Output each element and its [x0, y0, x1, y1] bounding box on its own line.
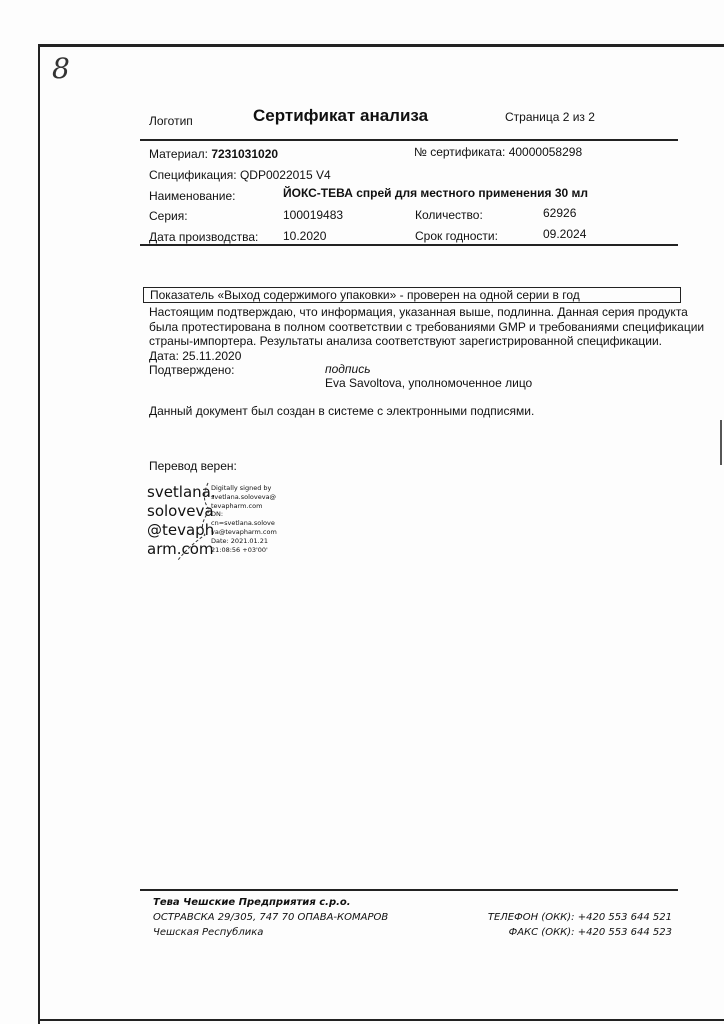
digital-signature-details: Digitally signed by svetlana.soloveva@ tevapharm.com DN: cn=svetlana.solove va@tevapharm.com Date: 2021.01.21 21:08:56 +03'00': [211, 484, 277, 554]
page-number: Страница 2 из 2: [505, 110, 595, 124]
digital-signature-name: svetlana. soloveva @tevaph arm.com: [147, 483, 216, 558]
signer-name: Eva Savoltova, уполномоченное лицо: [325, 376, 533, 390]
footer-address: Тева Чешские Предприятия с.р.о. ОСТРАВСКА 29/305, 747 70 ОПАВА-КОМАРОВ Чешская Республика: [153, 897, 389, 938]
signature-placeholder: подпись: [325, 362, 371, 376]
footer-contacts: ТЕЛЕФОН (ОКК): +420 553 644 521 ФАКС (ОКК): +420 553 644 523: [487, 912, 672, 938]
fields-divider: [140, 244, 678, 246]
production-date-value: 10.2020: [283, 229, 327, 243]
logo-placeholder: Логотип: [149, 114, 193, 128]
document-title: Сертификат анализа: [253, 106, 429, 125]
footer-divider: [140, 889, 678, 891]
scan-border-top: [38, 44, 724, 47]
expiry-value: 09.2024: [543, 227, 587, 241]
scan-border-bottom: [38, 1019, 724, 1021]
quantity-label: Количество:: [415, 208, 483, 222]
specification-field: Спецификация: QDP0022015 V4: [149, 168, 331, 182]
confirmation-date: Дата: 25.11.2020: [149, 348, 242, 363]
scan-edge-mark: [720, 420, 722, 465]
production-date-label: Дата производства:: [149, 230, 259, 244]
name-label: Наименование:: [149, 189, 236, 203]
header-divider: [140, 139, 678, 141]
expiry-label: Срок годности:: [415, 229, 498, 243]
quantity-value: 62926: [543, 206, 577, 220]
material-field: Материал: 7231031020: [149, 147, 279, 161]
certificate-number-field: № сертификата: 40000058298: [414, 145, 583, 159]
product-name: ЙОКС-ТЕВА спрей для местного применения 30 мл: [283, 186, 588, 200]
translation-verified-label: Перевод верен:: [149, 459, 237, 473]
handwritten-mark: 8: [52, 52, 70, 85]
confirmation-text: Настоящим подтверждаю, что информация, указанная выше, подлинна. Данная серия продукта была протестирована в полном соответствии с требованиями GMP и требованиями спецификации страны-импортера. Результаты анализа соответствуют зарегистрированной спецификации. Дата: 25.11.2020 Подтверждено:: [149, 305, 705, 377]
confirmed-label: Подтверждено:: [149, 363, 235, 377]
note-box: Показатель «Выход содержимого упаковки» - проверен на одной серии в год: [143, 287, 681, 303]
electronic-signature-note: Данный документ был создан в системе с электронными подписями.: [149, 404, 535, 418]
scan-border-left: [38, 44, 40, 1024]
series-value: 100019483: [283, 208, 344, 222]
series-label: Серия:: [149, 209, 188, 223]
